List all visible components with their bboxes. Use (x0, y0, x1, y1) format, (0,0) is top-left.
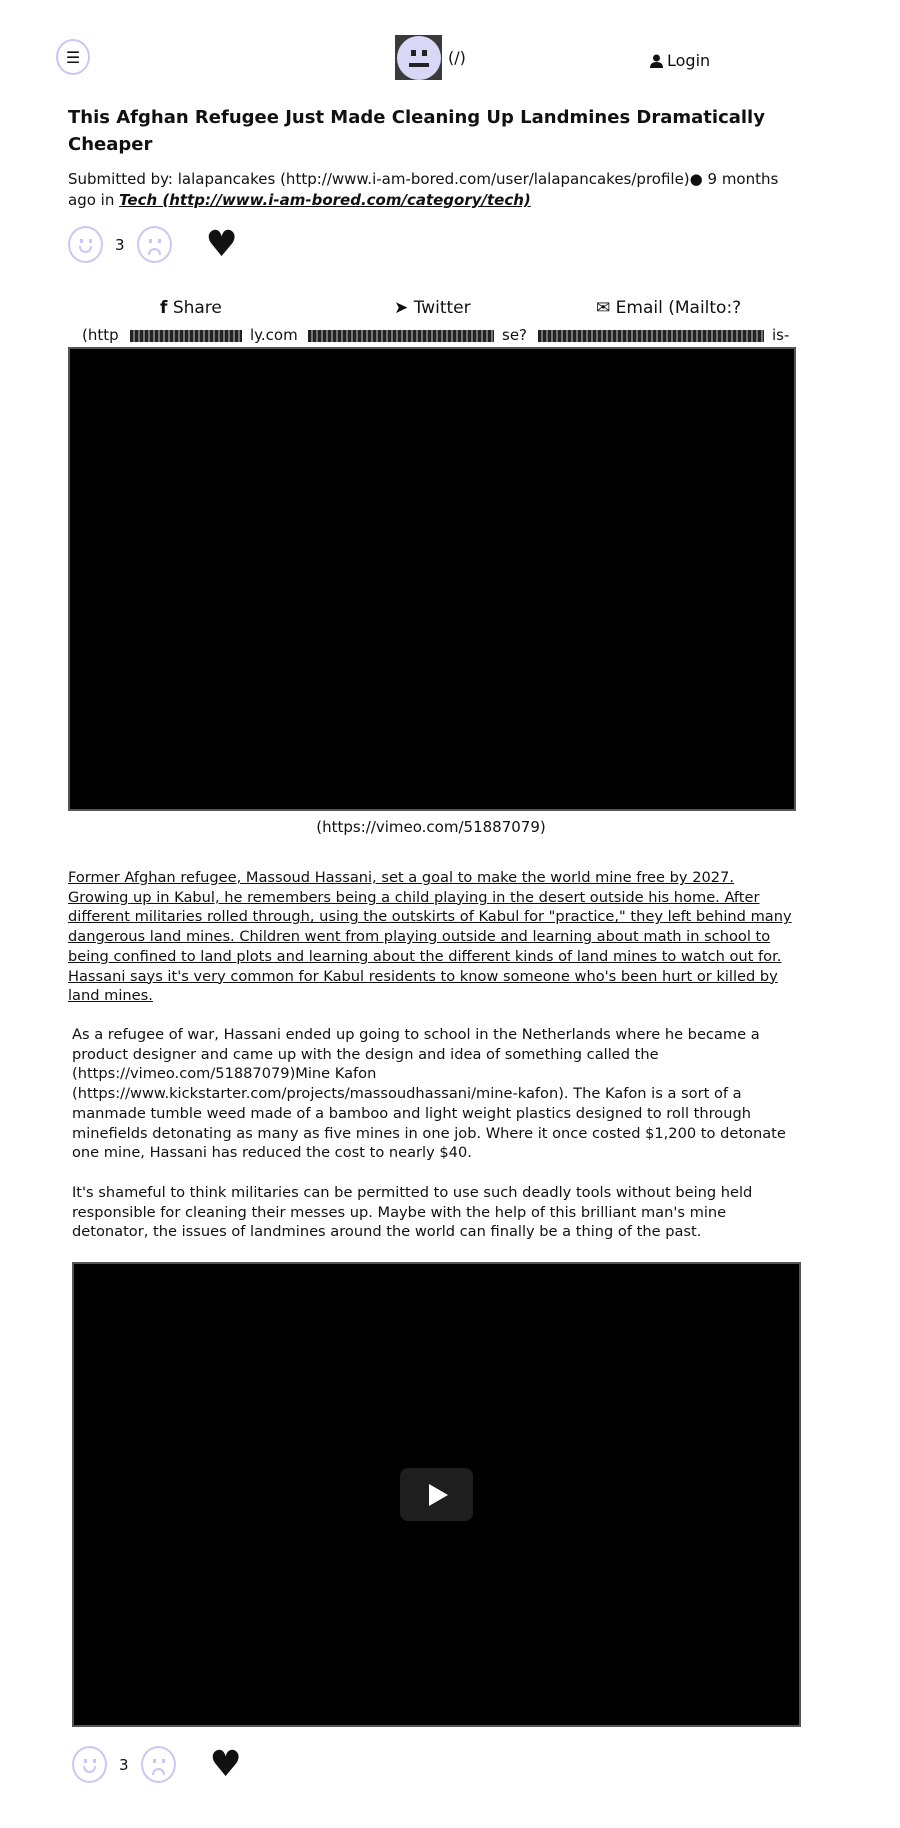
kickstarter-link[interactable]: Mine Kafon (https://www.kickstarter.com/projects/massoudhassani/mine-kafon) (72, 1065, 564, 1103)
overlap-fragment: se? (502, 326, 528, 344)
overlap-smear (538, 330, 764, 342)
hamburger-icon: ☰ (65, 47, 81, 67)
share-email[interactable] (596, 298, 741, 318)
article-title: This Afghan Refugee Just Made Cleaning Up Landmines Dramatically Cheaper (68, 107, 765, 155)
vimeo-inline-link[interactable]: As a refugee of war, Hassani ended up going to school in the Netherlands where he became a product designer and came up with the design and idea of something called the (https://vimeo.com/51887079) (72, 1026, 760, 1083)
submitted-by: Submitted by: lalapancakes (http://www.i-am-bored.com/user/lalapancakes/profile)● 9 months ago in (68, 170, 779, 209)
video-link[interactable]: (https://vimeo.com/51887079) (316, 818, 546, 836)
facebook-icon: f (160, 298, 168, 318)
share-facebook[interactable] (160, 298, 222, 318)
frown-icon[interactable] (137, 226, 172, 263)
twitter-label: Twitter (413, 298, 471, 318)
reactions-bottom (72, 1743, 242, 1785)
paragraph-1[interactable]: Former Afghan refugee, Massoud Hassani, set a goal to make the world mine free by 2027. Growing up in Kabul, he remembers being a child playing in the desert outside his home. After different militaries rolled through, using the outskirts of Kabul for "practice," they left behind many dangerous land mines. Children went from playing outside and learning about math in school to being confined to land plots and learning about the different kinds of land mines to watch out for. Hassani says it's very common for Kabul residents to know someone who's been hurt or killed by land mines. (68, 869, 792, 1005)
overlap-fragment: is- (772, 326, 790, 344)
paragraph-3: It's shameful to think militaries can be permitted to use such deadly tools without being held responsible for cleaning their messes up. Maybe with the help of this brilliant man's mine detonator, the issues of landmines around the world can finally be a thing of the past. (72, 1184, 753, 1241)
paragraph-2 (72, 1025, 800, 1163)
article-meta (68, 169, 788, 211)
site-logo[interactable] (395, 35, 442, 80)
overlap-fragment: ly.com (250, 326, 298, 344)
neutral-face-logo-icon (397, 36, 441, 80)
smiley-icon[interactable] (68, 226, 103, 263)
smiley-icon[interactable] (72, 1746, 107, 1783)
home-link[interactable]: (/) (448, 48, 466, 67)
vote-count: 3 (115, 235, 125, 254)
overlap-smear (308, 330, 494, 342)
overlap-fragment: (http (82, 326, 119, 344)
share-links-overlap (82, 326, 797, 345)
frown-icon[interactable] (141, 1746, 176, 1783)
share-label: Share (172, 298, 222, 318)
login-button[interactable] (650, 51, 710, 70)
email-icon: ✉ (596, 298, 611, 318)
email-label: Email (Mailto:? (615, 298, 742, 318)
play-button[interactable] (400, 1468, 473, 1521)
user-icon (650, 54, 663, 68)
play-icon (429, 1484, 448, 1506)
heart-icon[interactable]: ♥ (205, 223, 238, 265)
paragraph-2-text: . The Kafon is a sort of a manmade tumble weed made of a bamboo and light weight plastics designed to roll through minefields detonating as many as five mines in one job. Where it once costed $1,200 to detonate one mine, Hassani has reduced the cost to nearly $40. (72, 1085, 786, 1162)
reactions-top (68, 223, 238, 265)
category-link[interactable]: Tech (http://www.i-am-bored.com/category/tech) (119, 191, 531, 209)
share-twitter[interactable] (394, 298, 471, 318)
twitter-icon: ➤ (394, 298, 409, 318)
vote-count: 3 (119, 1755, 129, 1774)
heart-icon[interactable]: ♥ (209, 1743, 242, 1785)
video-player-1[interactable] (68, 347, 796, 811)
menu-button[interactable] (56, 39, 90, 75)
overlap-smear (130, 330, 242, 342)
login-label: Login (667, 51, 711, 70)
